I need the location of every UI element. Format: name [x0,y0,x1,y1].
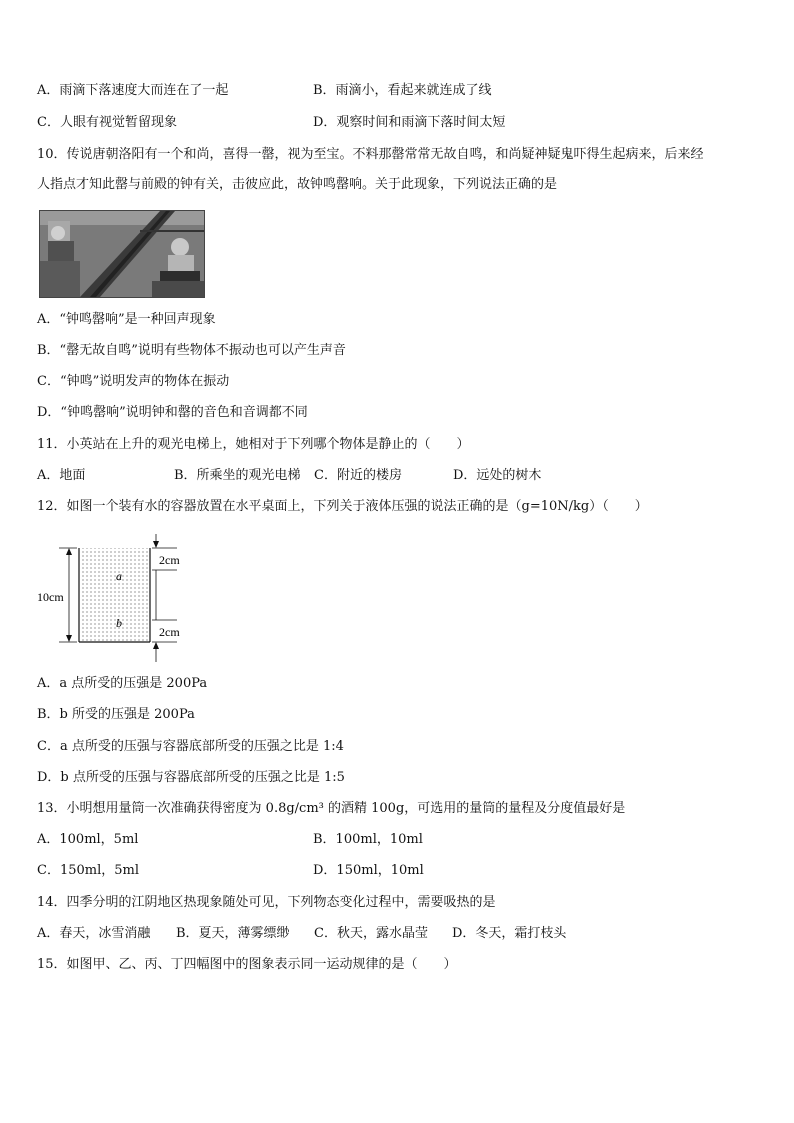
q12-container-diagram [37,534,197,666]
q12-stem: 12．如图一个装有水的容器放置在水平桌面上，下列关于液体压强的说法正确的是（g=10N/kg）（ ） [37,499,648,514]
q13-option-b: B．100ml，10ml [313,832,423,847]
q15-stem: 15．如图甲、乙、丙、丁四幅图中的图象表示同一运动规律的是（ ） [37,957,457,972]
q10-illustration [39,210,205,298]
q12-option-c: C．a 点所受的压强与容器底部所受的压强之比是 1:4 [37,739,344,754]
q14-option-b: B．夏天，薄雾缥缈 [176,926,290,941]
q13-option-d: D．150ml，10ml [313,863,424,878]
q9-option-b: B．雨滴小，看起来就连成了线 [313,83,492,98]
q11-option-c: C．附近的楼房 [314,468,402,483]
q10-stem-line1: 10．传说唐朝洛阳有一个和尚，喜得一罄，视为至宝。不料那罄常常无故自鸣，和尚疑神疑鬼吓得生起病来，后来经 [37,147,704,162]
q10-option-b: B．“罄无故自鸣”说明有些物体不振动也可以产生声音 [37,343,346,358]
bottom-depth-label: 2cm [159,625,180,639]
q12-option-b: B．b 所受的压强是 200Pa [37,707,195,722]
q11-option-b: B．所乘坐的观光电梯 [174,468,301,483]
water-container-svg [37,534,197,666]
q13-stem: 13．小明想用量筒一次准确获得密度为 0.8g/cm³ 的酒精 100g，可选用的量筒的量程及分度值最好是 [37,801,626,816]
height-label: 10cm [37,590,64,604]
q12-option-d: D．b 点所受的压强与容器底部所受的压强之比是 1:5 [37,770,345,785]
q10-stem-line2: 人指点才知此罄与前殿的钟有关，击彼应此，故钟鸣罄响。关于此现象，下列说法正确的是 [37,177,558,192]
q9-option-c: C．人眼有视觉暂留现象 [37,115,177,130]
q10-option-a: A．“钟鸣罄响”是一种回声现象 [37,312,216,327]
q13-option-a: A．100ml，5ml [37,832,139,847]
q10-option-d: D．“钟鸣罄响”说明钟和罄的音色和音调都不同 [37,405,308,420]
q11-option-a: A．地面 [37,468,86,483]
q10-option-c: C．“钟鸣”说明发声的物体在振动 [37,374,230,389]
q9-option-a: A．雨滴下落速度大而连在了一起 [37,83,229,98]
q11-option-d: D．远处的树木 [453,468,542,483]
top-depth-label: 2cm [159,553,180,567]
q13-option-c: C．150ml，5ml [37,863,140,878]
point-b-label: b [116,616,122,630]
q12-option-a: A．a 点所受的压强是 200Pa [37,676,208,691]
point-a-label: a [116,569,122,583]
q14-option-a: A．春天，冰雪消融 [37,926,151,941]
q14-stem: 14．四季分明的江阴地区热现象随处可见，下列物态变化过程中，需要吸热的是 [37,895,496,910]
q11-stem: 11．小英站在上升的观光电梯上，她相对于下列哪个物体是静止的（ ） [37,437,470,452]
q14-option-c: C．秋天，露水晶莹 [314,926,428,941]
monk-bell-illustration [40,211,204,297]
q9-option-d: D．观察时间和雨滴下落时间太短 [313,115,506,130]
q14-option-d: D．冬天，霜打枝头 [452,926,567,941]
